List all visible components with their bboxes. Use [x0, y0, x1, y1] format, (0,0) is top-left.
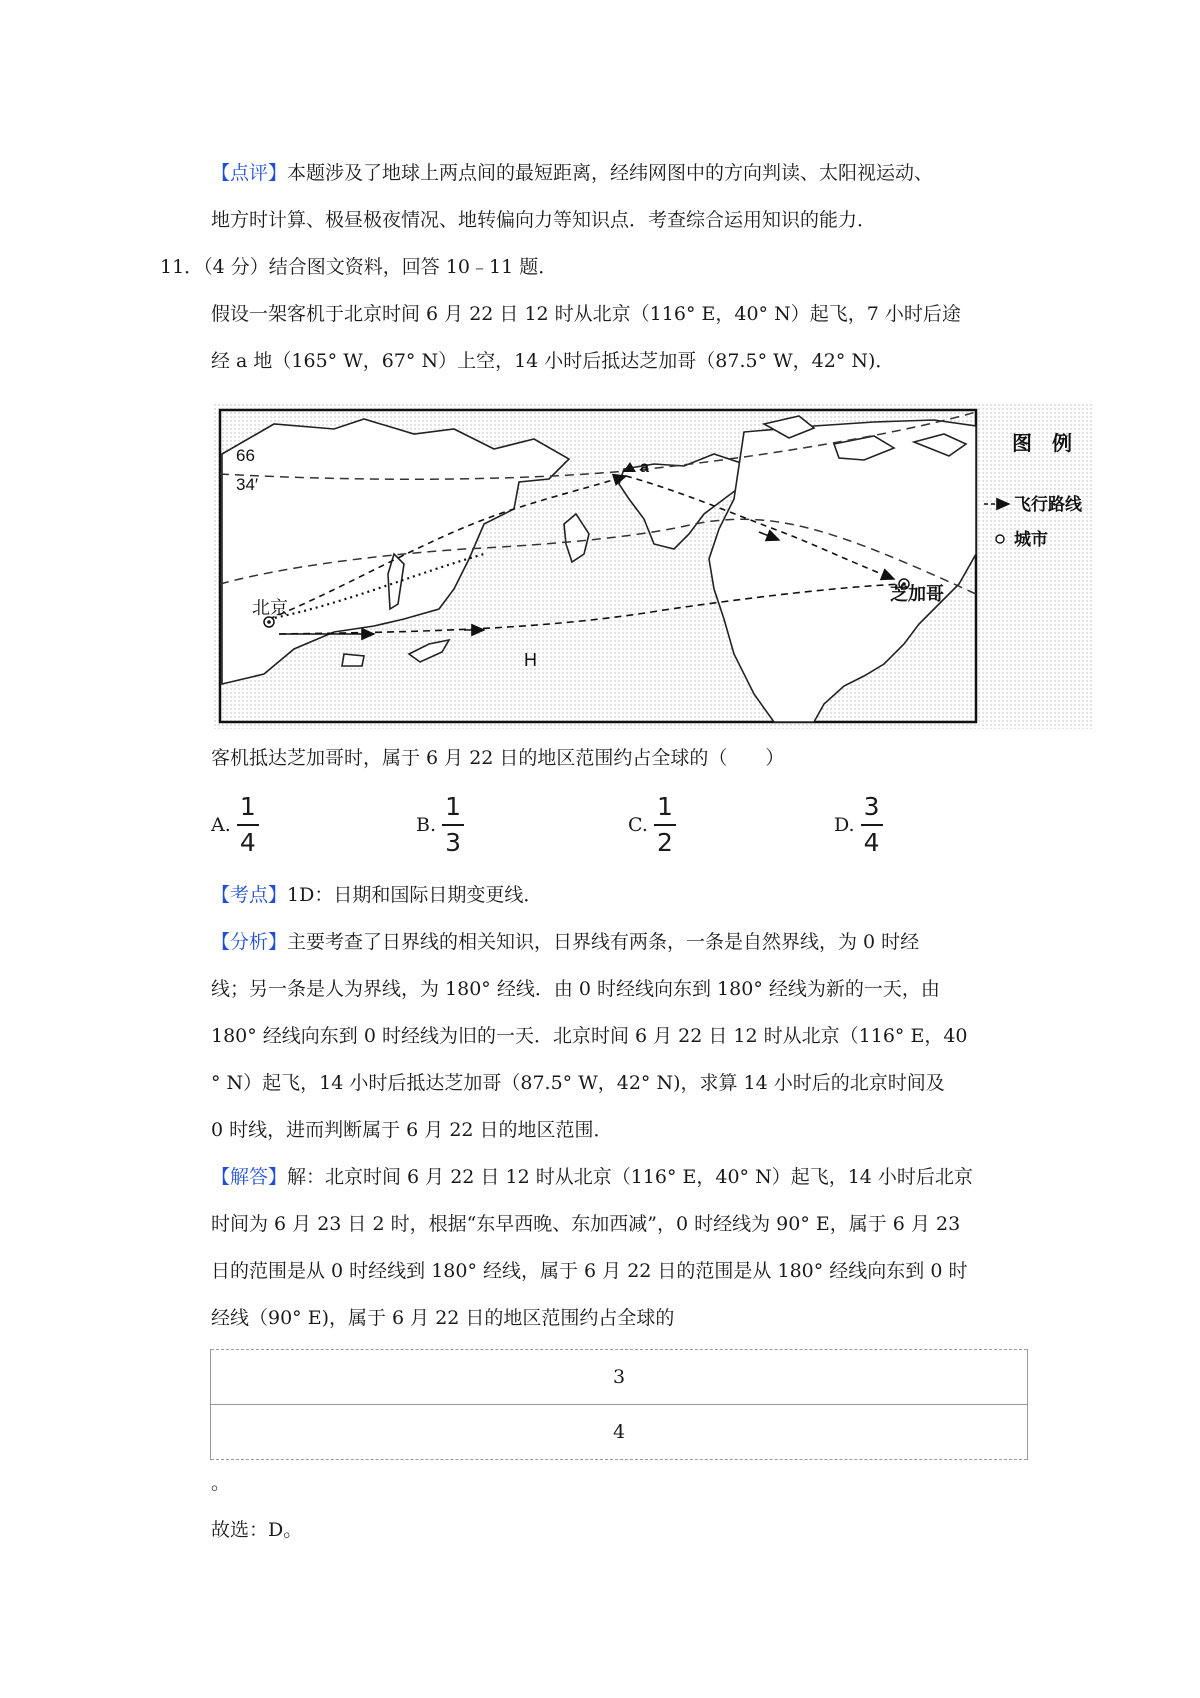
- jieda-line-2: 时间为 6 月 23 日 2 时，根据“东早西晚、东加西减”，0 时经线为 90° E，属于 6 月 23: [211, 1213, 961, 1235]
- table-row: [211, 1405, 1028, 1460]
- legend-route-label: 飞行路线: [1014, 495, 1082, 514]
- fenxi-tag: 【分析】: [211, 931, 288, 953]
- final-answer: 故选：D。: [211, 1519, 303, 1541]
- fenxi-line-2: 线；另一条是人为界线，为 180° 经线．由 0 时经线向东到 180° 经线为新的一天，由: [211, 978, 940, 1000]
- review-line-2: 地方时计算、极昼极夜情况、地转偏向力等知识点．考查综合运用知识的能力．: [211, 209, 877, 231]
- fraction-a: $\frac{1}{4}$: [237, 792, 259, 858]
- table-period: 。: [211, 1472, 231, 1494]
- review-line-1: 【点评】本题涉及了地球上两点间的最短距离，经纬网图中的方向判读、太阳视运动、: [211, 162, 934, 184]
- jieda-line-4: 经线（90° E)，属于 6 月 22 日的地区范围约占全球的: [211, 1307, 675, 1329]
- legend-city-icon: [996, 535, 1004, 543]
- fraction-b: $\frac{1}{3}$: [442, 792, 464, 858]
- fenxi-line-5: 0 时线，进而判断属于 6 月 22 日的地区范围．: [211, 1119, 613, 1141]
- choice-d[interactable]: D. $\frac{3}{4}$: [834, 792, 883, 858]
- choice-b[interactable]: B. $\frac{1}{3}$: [416, 792, 464, 858]
- legend-city-label: 城市: [1014, 530, 1048, 549]
- question-header: 11．（4 分）结合图文资料，回答 10﹣11 题．: [160, 256, 558, 278]
- jieda-line-3: 日的范围是从 0 时经线到 180° 经线，属于 6 月 22 日的范围是从 180° 经线向东到 0 时: [211, 1260, 968, 1282]
- fenxi-line-1: 【分析】主要考查了日界线的相关知识，日界线有两条，一条是自然界线，为 0 时经: [211, 931, 920, 953]
- denominator-cell: 4: [211, 1405, 1028, 1460]
- jieda-tag: 【解答】: [211, 1166, 288, 1188]
- parallel-label-34: 34′: [236, 475, 259, 494]
- parallel-label-66: 66: [236, 446, 255, 465]
- choice-c[interactable]: C. $\frac{1}{2}$: [628, 792, 676, 858]
- question-intro-2: 经 a 地（165° W，67° N）上空，14 小时后抵达芝加哥（87.5° W，42° N)．: [211, 350, 895, 372]
- review-tag: 【点评】: [211, 162, 288, 184]
- numerator-cell: 3: [211, 1350, 1028, 1405]
- jieda-line-1: 【解答】解：北京时间 6 月 22 日 12 时从北京（116° E，40° N）起飞，14 小时后北京: [211, 1166, 973, 1188]
- choice-a[interactable]: A. $\frac{1}{4}$: [211, 792, 259, 858]
- fenxi-line-3: 180° 经线向东到 0 时经线为旧的一天．北京时间 6 月 22 日 12 时从北京（116° E，40: [211, 1025, 968, 1047]
- fraction-c: $\frac{1}{2}$: [654, 792, 676, 858]
- legend-title: 图 例: [1012, 433, 1072, 455]
- fraction-table: [210, 1349, 1028, 1460]
- chicago-label: 芝加哥: [890, 584, 944, 604]
- beijing-label: 北京: [252, 598, 288, 618]
- question-stem: 客机抵达芝加哥时，属于 6 月 22 日的地区范围约占全球的（ ）: [211, 747, 785, 769]
- fraction-d: $\frac{3}{4}$: [861, 792, 883, 858]
- table-row: [211, 1350, 1028, 1405]
- route-h-label: H: [524, 650, 537, 670]
- point-a-label: a: [640, 459, 649, 476]
- kaodian-line: 【考点】1D：日期和国际日期变更线．: [211, 884, 543, 906]
- kaodian-tag: 【考点】: [211, 884, 288, 906]
- fenxi-line-4: ° N）起飞，14 小时后抵达芝加哥（87.5° W，42° N)，求算 14 小时后的北京时间及: [211, 1072, 945, 1094]
- question-intro-1: 假设一架客机于北京时间 6 月 22 日 12 时从北京（116° E，40° N）起飞，7 小时后途: [211, 303, 961, 325]
- flight-route-map: [214, 404, 1094, 729]
